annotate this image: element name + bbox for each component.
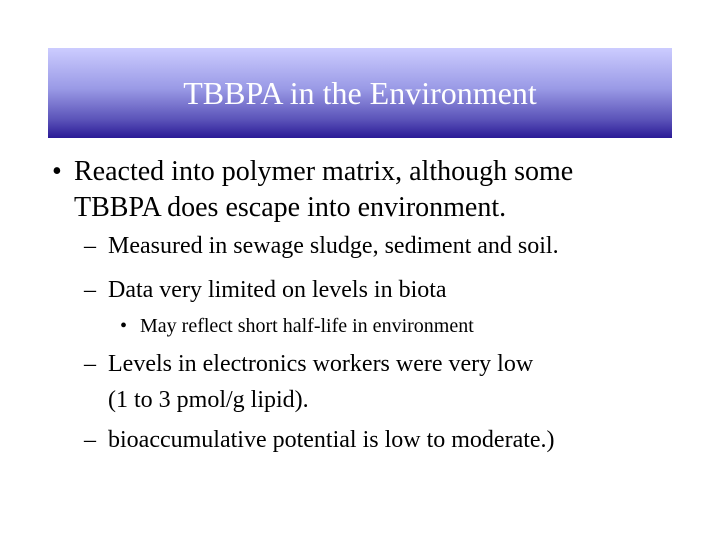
sub-bullet-line: Measured in sewage sludge, sediment and soil. bbox=[108, 233, 559, 259]
sub-sub-bullet-line: May reflect short half-life in environment bbox=[140, 315, 474, 337]
sub-bullet-line: Levels in electronics workers were very low bbox=[108, 351, 534, 377]
sub-bullet-line: bioaccumulative potential is low to moderate.) bbox=[108, 427, 555, 453]
sub-bullet-marker: – bbox=[84, 233, 96, 259]
sub-bullet-marker: – bbox=[84, 427, 96, 453]
bullet-line: Reacted into polymer matrix, although some bbox=[74, 156, 574, 187]
bullet-marker: • bbox=[52, 156, 62, 187]
slide-title: TBBPA in the Environment bbox=[183, 75, 537, 111]
sub-bullet-marker: – bbox=[84, 277, 96, 303]
bullet-line: TBBPA does escape into environment. bbox=[74, 192, 507, 223]
sub-bullet-marker: – bbox=[84, 351, 96, 377]
sub-bullet-line: (1 to 3 pmol/g lipid). bbox=[108, 387, 309, 413]
sub-bullet-line: Data very limited on levels in biota bbox=[108, 277, 447, 303]
sub-sub-bullet-marker: • bbox=[120, 315, 128, 337]
